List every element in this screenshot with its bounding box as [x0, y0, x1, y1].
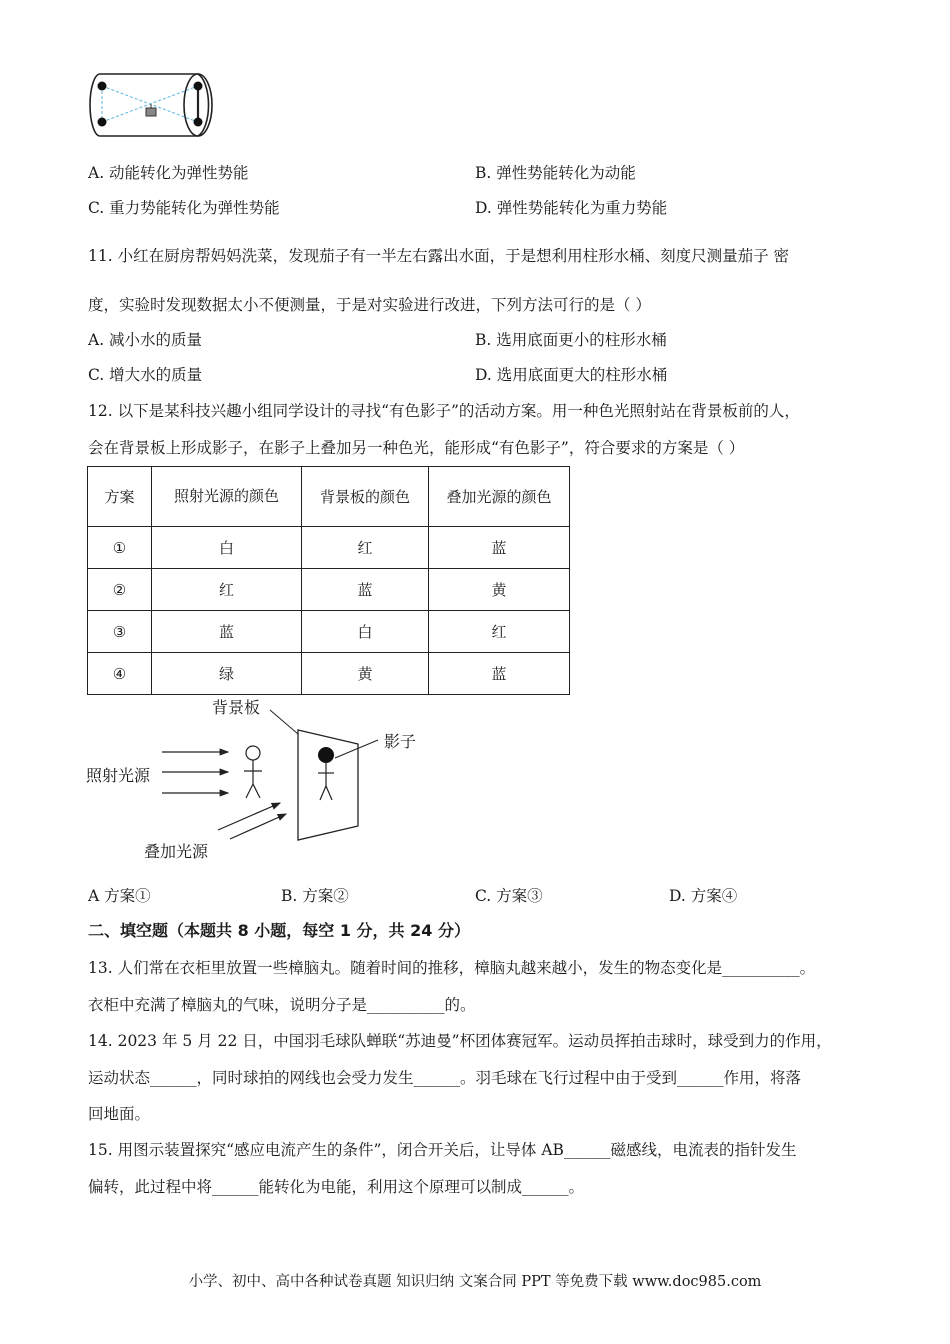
q14-stem-line1: 14. 2023 年 5 月 22 日，中国羽毛球队蝉联“苏迪曼”杯团体赛冠军。运动员挥拍击球时，球受到力的作用，: [88, 1032, 832, 1050]
q11-option-d: D. 选用底面更大的柱形水桶: [475, 366, 668, 384]
q11-option-c: C. 增大水的质量: [88, 366, 203, 384]
q10-option-b: B. 弹性势能转化为动能: [475, 164, 636, 182]
table-cell: 黄: [429, 569, 570, 611]
table-cell: 红: [429, 611, 570, 653]
label-illuminating-light: 照射光源: [86, 766, 151, 785]
q10-option-d: D. 弹性势能转化为重力势能: [475, 199, 668, 217]
label-overlay-light: 叠加光源: [144, 842, 209, 861]
q10-option-a: A. 动能转化为弹性势能: [88, 164, 249, 182]
table-cell: ③: [88, 611, 152, 653]
table-cell: ①: [88, 527, 152, 569]
table-cell: 蓝: [152, 611, 302, 653]
table-cell: 蓝: [302, 569, 429, 611]
q12-option-b: B. 方案②: [281, 887, 349, 905]
rolling-can-figure: [86, 70, 220, 140]
table-row: [88, 527, 570, 569]
q13-stem-line1: 13. 人们常在衣柜里放置一些樟脑丸。随着时间的推移，樟脑丸越来越小，发生的物态变化是__________。: [88, 959, 816, 977]
shadow-experiment-figure: [160, 700, 430, 860]
q12-stem-line1: 12. 以下是某科技兴趣小组同学设计的寻找“有色影子”的活动方案。用一种色光照射站在背景板前的人，: [88, 402, 800, 420]
table-cell: 蓝: [429, 527, 570, 569]
q15-stem-line2: 偏转，此过程中将______能转化为电能，利用这个原理可以制成______。: [88, 1178, 585, 1196]
table-header-cell: 叠加光源的颜色: [429, 467, 570, 527]
q10-option-c: C. 重力势能转化为弹性势能: [88, 199, 280, 217]
label-shadow: 影子: [384, 732, 417, 751]
q12-plan-table: [87, 466, 570, 695]
table-header-cell: 背景板的颜色: [302, 467, 429, 527]
q11-stem-line1: 11. 小红在厨房帮妈妈洗菜，发现茄子有一半左右露出水面，于是想利用柱形水桶、刻度尺测量茄子 密: [88, 247, 790, 265]
q11-option-b: B. 选用底面更小的柱形水桶: [475, 331, 667, 349]
q14-stem-line2: 运动状态______，同时球拍的网线也会受力发生______。羽毛球在飞行过程中由于受到______作用，将落: [88, 1069, 802, 1087]
section-heading: 二、填空题（本题共 8 小题，每空 1 分，共 24 分）: [88, 921, 470, 940]
table-row: [88, 653, 570, 695]
table-cell: 红: [302, 527, 429, 569]
q12-stem-line2: 会在背景板上形成影子，在影子上叠加另一种色光，能形成“有色影子”，符合要求的方案是（ ）: [88, 439, 745, 457]
q12-option-a: A 方案①: [88, 887, 151, 905]
table-cell: 红: [152, 569, 302, 611]
table-cell: ②: [88, 569, 152, 611]
page-footer: 小学、初中、高中各种试卷真题 知识归纳 文案合同 PPT 等免费下载 www.doc985.com: [188, 1274, 762, 1290]
q11-option-a: A. 减小水的质量: [88, 331, 203, 349]
table-cell: 蓝: [429, 653, 570, 695]
table-header-cell: 方案: [88, 467, 152, 527]
table-header-cell: 照射光源的颜色: [152, 467, 302, 527]
table-cell: 白: [302, 611, 429, 653]
table-cell: 白: [152, 527, 302, 569]
table-cell: ④: [88, 653, 152, 695]
table-cell: 黄: [302, 653, 429, 695]
table-row: [88, 569, 570, 611]
label-background-board: 背景板: [212, 698, 261, 717]
q14-stem-line3: 回地面。: [88, 1105, 151, 1123]
q15-stem-line1: 15. 用图示装置探究“感应电流产生的条件”，闭合开关后，让导体 AB______磁感线，电流表的指针发生: [88, 1141, 797, 1159]
q12-option-c: C. 方案③: [475, 887, 543, 905]
table-cell: 绿: [152, 653, 302, 695]
table-header-row: [88, 467, 570, 527]
q12-option-d: D. 方案④: [669, 887, 738, 905]
q13-stem-line2: 衣柜中充满了樟脑丸的气味，说明分子是__________的。: [88, 996, 476, 1014]
table-row: [88, 611, 570, 653]
q11-stem-line2: 度，实验时发现数据太小不便测量，于是对实验进行改进，下列方法可行的是（ ）: [88, 296, 651, 314]
